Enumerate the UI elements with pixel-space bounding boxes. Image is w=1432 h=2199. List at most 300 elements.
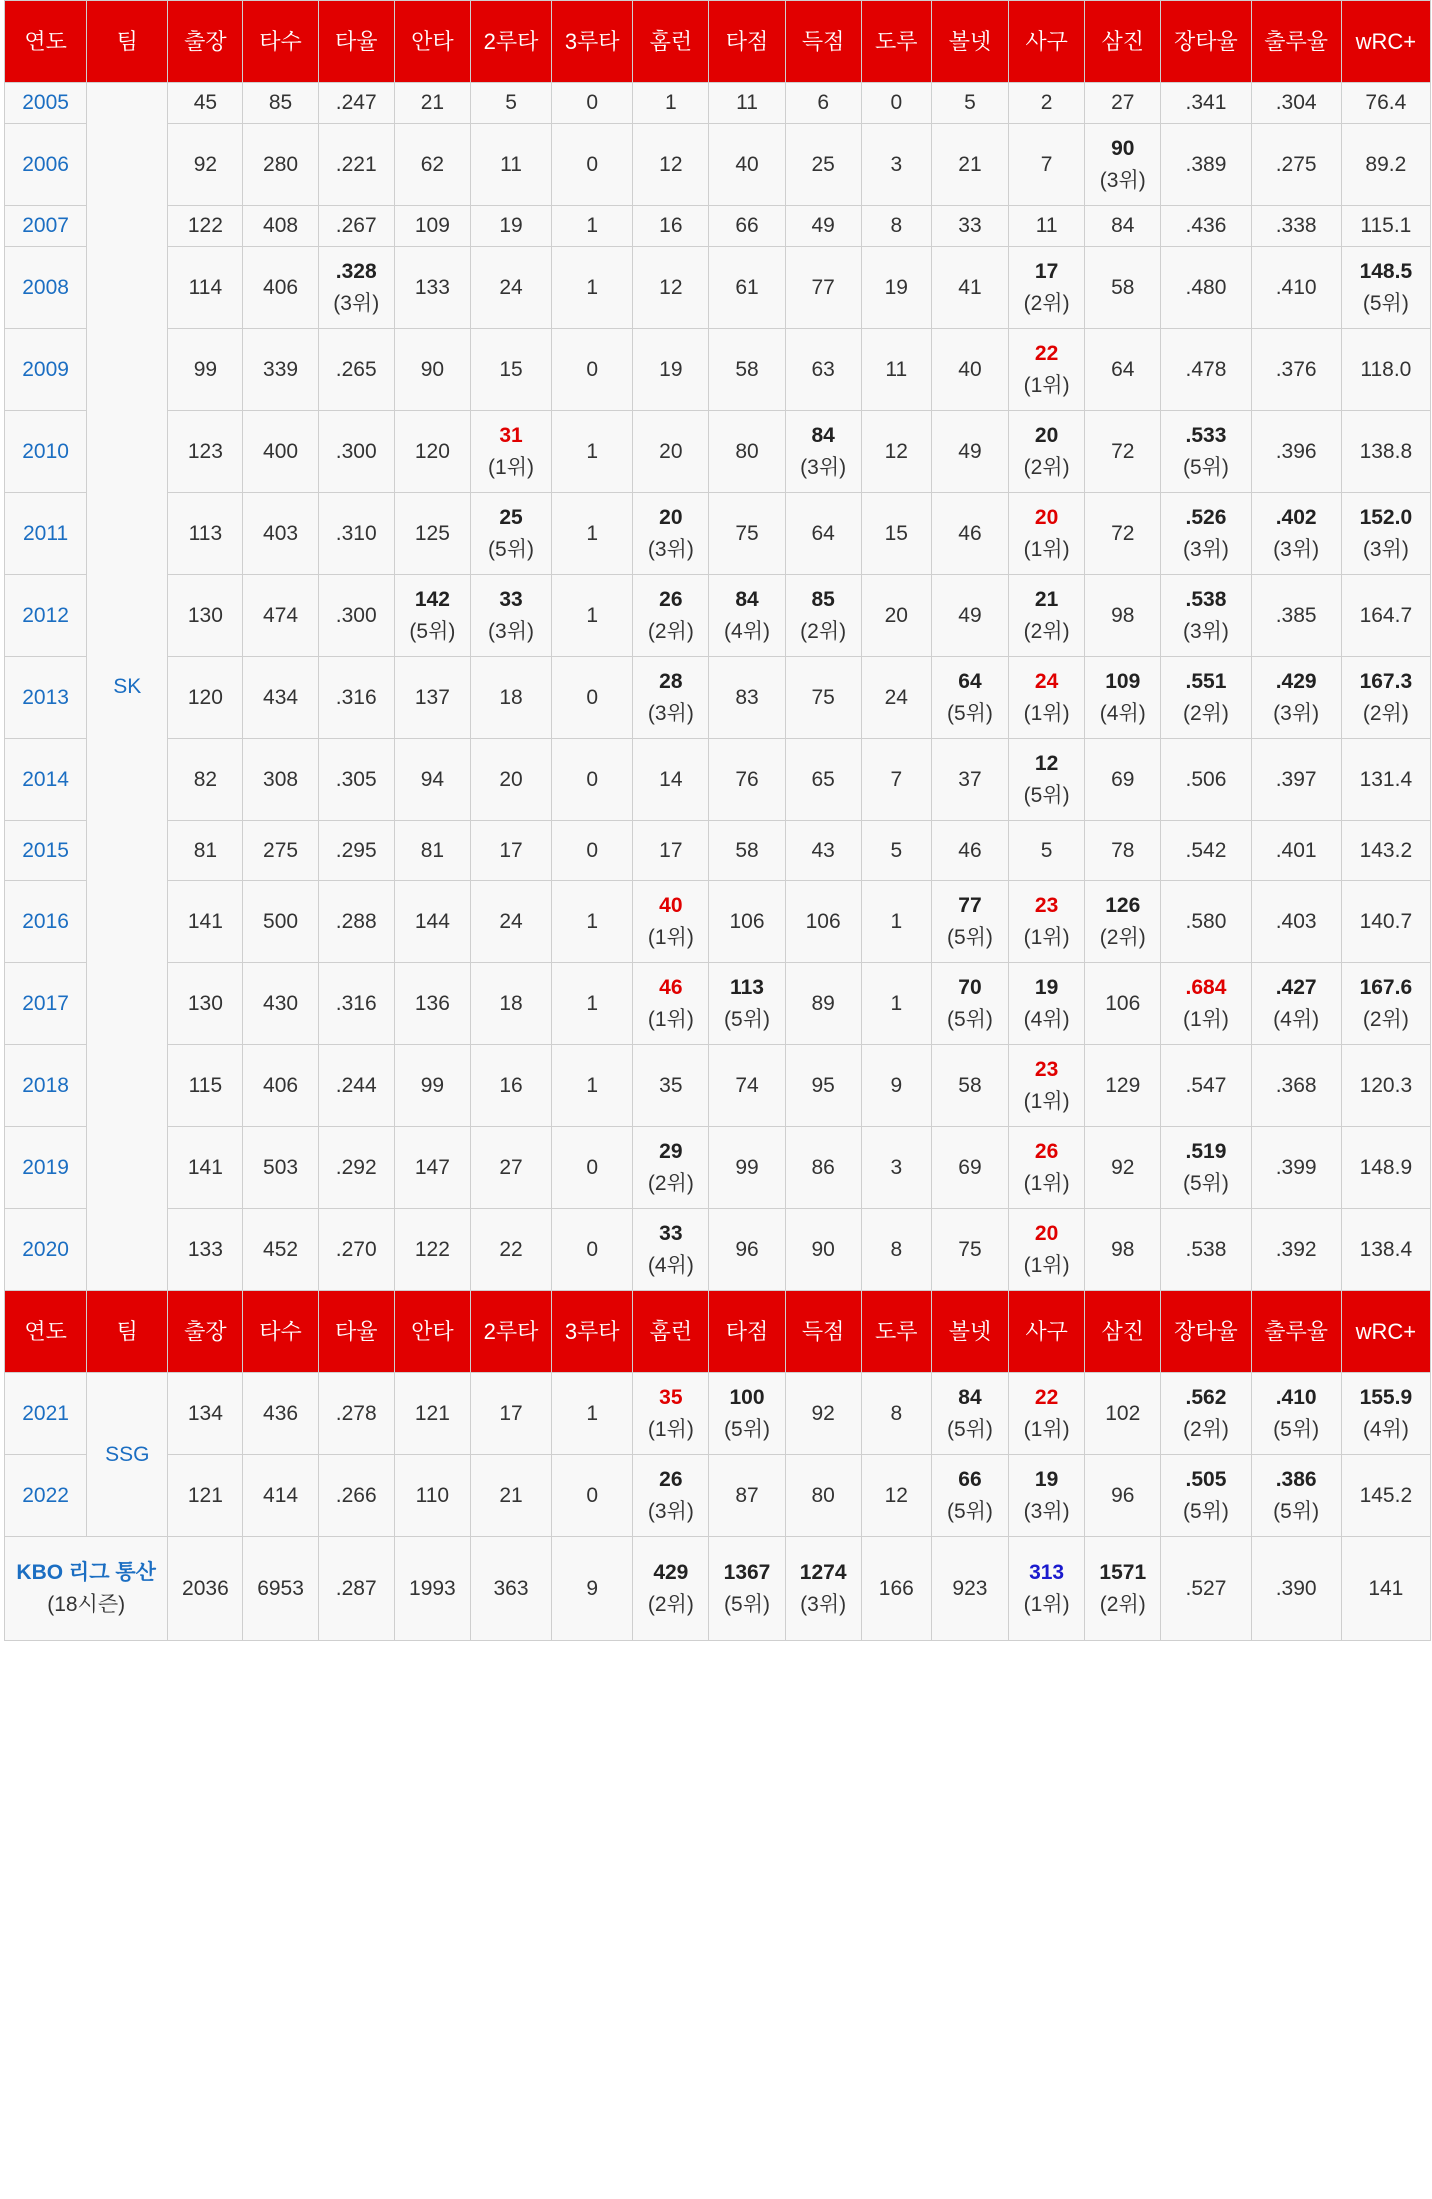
- column-header: 타점: [709, 1, 785, 83]
- rbi-cell: [709, 411, 785, 493]
- wrc-plus-value: 148.5: [1359, 259, 1413, 283]
- batting-avg-cell: [318, 739, 394, 821]
- hits-cell: [394, 1045, 470, 1127]
- hit-by-pitch-cell: [1009, 1455, 1085, 1537]
- batting-avg-cell: [318, 963, 394, 1045]
- runs-value: 86: [811, 1155, 835, 1179]
- season-year-link[interactable]: 2007: [5, 206, 87, 247]
- season-row: [5, 739, 1431, 821]
- home-runs-cell: [633, 1455, 709, 1537]
- hit-by-pitch-cell: [1009, 881, 1085, 963]
- runs-cell: [785, 329, 861, 411]
- season-year-link[interactable]: 2015: [5, 821, 87, 881]
- rbi-value: 58: [735, 838, 759, 862]
- doubles-rank: (1위): [488, 455, 534, 479]
- wrc-plus-cell: [1341, 1045, 1430, 1127]
- on-base-cell: [1251, 821, 1341, 881]
- batting-avg-cell: [318, 881, 394, 963]
- doubles-rank: (5위): [488, 537, 534, 561]
- hits-value: 62: [420, 152, 445, 176]
- triples-cell: 0: [552, 83, 633, 124]
- wrc-plus-value: 164.7: [1359, 603, 1413, 627]
- hit-by-pitch-cell: [1009, 124, 1085, 206]
- walks-cell: [931, 1045, 1008, 1127]
- wrc-plus-cell: [1341, 1127, 1430, 1209]
- hit-by-pitch-value: 12: [1034, 751, 1059, 775]
- column-header: 2루타: [470, 1, 551, 83]
- total-on-base-value: .390: [1275, 1576, 1317, 1600]
- hits-value: 81: [420, 838, 445, 862]
- wrc-plus-value: 155.9: [1359, 1385, 1413, 1409]
- rbi-value: 58: [735, 357, 759, 381]
- triples-cell: 0: [552, 1209, 633, 1291]
- walks-value: 70: [958, 975, 982, 999]
- hit-by-pitch-cell: [1009, 1127, 1085, 1209]
- walks-value: 37: [958, 767, 982, 791]
- hit-by-pitch-value: 23: [1034, 1057, 1059, 1081]
- season-year-link[interactable]: 2017: [5, 963, 87, 1045]
- hits-value: 90: [420, 357, 445, 381]
- column-header: 3루타: [552, 1, 633, 83]
- season-row: [5, 247, 1431, 329]
- strikeouts-value: 64: [1111, 357, 1135, 381]
- hits-cell: [394, 1455, 470, 1537]
- stolen-bases-cell: 5: [861, 821, 931, 881]
- home-runs-value: 35: [659, 1073, 683, 1097]
- season-year-link[interactable]: 2014: [5, 739, 87, 821]
- column-header: 2루타: [470, 1291, 551, 1373]
- rbi-value: 87: [735, 1483, 759, 1507]
- doubles-rank: (3위): [488, 619, 534, 643]
- rbi-value: 100: [729, 1385, 765, 1409]
- on-base-cell: [1251, 739, 1341, 821]
- triples-cell: 0: [552, 329, 633, 411]
- stolen-bases-cell: 8: [861, 1209, 931, 1291]
- runs-cell: [785, 1455, 861, 1537]
- batting-avg-value: .244: [335, 1073, 377, 1097]
- wrc-plus-value: 118.0: [1360, 357, 1412, 381]
- hits-value: 137: [414, 685, 450, 709]
- season-year-link[interactable]: 2022: [5, 1455, 87, 1537]
- walks-value: 77: [958, 893, 982, 917]
- on-base-rank: (5위): [1273, 1499, 1320, 1523]
- season-row: [5, 881, 1431, 963]
- runs-cell: [785, 963, 861, 1045]
- home-runs-rank: (2위): [647, 619, 694, 643]
- season-row: [5, 411, 1431, 493]
- runs-value: 77: [811, 275, 835, 299]
- column-header: 사구: [1009, 1291, 1085, 1373]
- wrc-plus-cell: [1341, 411, 1430, 493]
- team-link[interactable]: SSG: [87, 1373, 168, 1537]
- season-year-link[interactable]: 2012: [5, 575, 87, 657]
- wrc-plus-value: 138.4: [1359, 1237, 1413, 1261]
- stolen-bases-cell: 1: [861, 881, 931, 963]
- home-runs-cell: [633, 493, 709, 575]
- on-base-cell: [1251, 1127, 1341, 1209]
- hit-by-pitch-value: 21: [1034, 587, 1059, 611]
- column-header: 타율: [318, 1291, 394, 1373]
- doubles-value: 15: [499, 357, 523, 381]
- wrc-plus-cell: [1341, 1455, 1430, 1537]
- column-header: 팀: [87, 1, 168, 83]
- hits-value: 21: [420, 91, 445, 114]
- on-base-rank: (3위): [1273, 701, 1320, 725]
- runs-cell: [785, 124, 861, 206]
- rbi-value: 11: [736, 91, 758, 114]
- triples-cell: 0: [552, 124, 633, 206]
- hit-by-pitch-rank: (2위): [1023, 455, 1070, 479]
- doubles-cell: [470, 963, 551, 1045]
- slugging-value: .684: [1185, 975, 1227, 999]
- total-home-runs-cell: [633, 1537, 709, 1641]
- hits-value: 110: [415, 1483, 450, 1507]
- wrc-plus-value: 115.1: [1360, 214, 1412, 237]
- triples-cell: 1: [552, 247, 633, 329]
- home-runs-value: 14: [659, 767, 683, 791]
- stolen-bases-cell: 3: [861, 124, 931, 206]
- home-runs-value: 26: [659, 1467, 683, 1491]
- batting-avg-cell: [318, 1455, 394, 1537]
- hit-by-pitch-cell: [1009, 821, 1085, 881]
- walks-value: 49: [958, 603, 982, 627]
- season-year-link[interactable]: 2005: [5, 83, 87, 124]
- hit-by-pitch-cell: [1009, 493, 1085, 575]
- rbi-rank: (4위): [724, 619, 770, 643]
- on-base-cell: [1251, 124, 1341, 206]
- games-cell: 120: [168, 657, 243, 739]
- walks-value: 33: [958, 214, 982, 237]
- runs-cell: [785, 83, 861, 124]
- strikeouts-cell: [1085, 411, 1161, 493]
- season-row: [5, 657, 1431, 739]
- strikeouts-cell: [1085, 206, 1161, 247]
- doubles-cell: [470, 1373, 551, 1455]
- wrc-plus-cell: [1341, 657, 1430, 739]
- walks-cell: [931, 1373, 1008, 1455]
- hit-by-pitch-value: 17: [1034, 259, 1059, 283]
- walks-value: 46: [958, 521, 982, 545]
- rbi-cell: [709, 1455, 785, 1537]
- walks-cell: [931, 206, 1008, 247]
- hit-by-pitch-value: 2: [1040, 91, 1053, 114]
- rbi-value: 80: [735, 439, 759, 463]
- total-on-base-cell: [1251, 1537, 1341, 1641]
- home-runs-cell: [633, 83, 709, 124]
- strikeouts-value: 109: [1105, 669, 1141, 693]
- walks-rank: (5위): [946, 925, 993, 949]
- slugging-value: .519: [1185, 1139, 1227, 1163]
- rbi-rank: (5위): [724, 1007, 770, 1031]
- hit-by-pitch-value: 7: [1040, 152, 1053, 176]
- strikeouts-value: 27: [1111, 91, 1135, 114]
- on-base-value: .429: [1275, 669, 1317, 693]
- hit-by-pitch-rank: (1위): [1023, 925, 1070, 949]
- hit-by-pitch-cell: [1009, 657, 1085, 739]
- strikeouts-cell: [1085, 247, 1161, 329]
- at-bats-cell: 275: [243, 821, 318, 881]
- batting-avg-cell: [318, 206, 394, 247]
- slugging-cell: [1161, 739, 1251, 821]
- walks-cell: [931, 1455, 1008, 1537]
- column-header: 볼넷: [931, 1291, 1008, 1373]
- rbi-value: 66: [735, 214, 759, 237]
- home-runs-value: 20: [659, 505, 683, 529]
- total-rbi-cell: [709, 1537, 785, 1641]
- wrc-plus-value: 131.4: [1359, 767, 1413, 791]
- doubles-cell: [470, 657, 551, 739]
- season-year-link[interactable]: 2010: [5, 411, 87, 493]
- on-base-value: .403: [1275, 909, 1317, 933]
- season-year-link[interactable]: 2018: [5, 1045, 87, 1127]
- runs-value: 80: [811, 1483, 835, 1507]
- hit-by-pitch-rank: (5위): [1023, 783, 1070, 807]
- season-row: [5, 329, 1431, 411]
- runs-value: 65: [811, 767, 835, 791]
- strikeouts-value: 72: [1111, 439, 1135, 463]
- rbi-value: 83: [735, 685, 759, 709]
- hit-by-pitch-cell: [1009, 247, 1085, 329]
- season-year-link[interactable]: 2021: [5, 1373, 87, 1455]
- home-runs-cell: [633, 739, 709, 821]
- column-header: 장타율: [1161, 1, 1251, 83]
- total-doubles-value: 363: [493, 1576, 529, 1600]
- runs-cell: [785, 1127, 861, 1209]
- on-base-cell: [1251, 657, 1341, 739]
- slugging-value: .580: [1185, 909, 1227, 933]
- strikeouts-cell: [1085, 575, 1161, 657]
- column-header: 출루율: [1251, 1, 1341, 83]
- rbi-cell: [709, 1373, 785, 1455]
- hits-value: 144: [414, 909, 450, 933]
- walks-value: 58: [958, 1073, 982, 1097]
- batting-avg-cell: [318, 124, 394, 206]
- doubles-cell: [470, 411, 551, 493]
- season-year-link[interactable]: 2013: [5, 657, 87, 739]
- runs-value: 85: [811, 587, 835, 611]
- hits-cell: [394, 493, 470, 575]
- home-runs-value: 33: [659, 1221, 683, 1245]
- column-header: 출장: [168, 1291, 243, 1373]
- walks-cell: [931, 963, 1008, 1045]
- games-cell: 81: [168, 821, 243, 881]
- batting-avg-value: .316: [335, 991, 377, 1015]
- walks-cell: [931, 575, 1008, 657]
- hit-by-pitch-value: 23: [1034, 893, 1059, 917]
- hit-by-pitch-value: 5: [1040, 838, 1053, 862]
- slugging-value: .436: [1185, 214, 1227, 237]
- games-cell: 134: [168, 1373, 243, 1455]
- runs-value: 25: [811, 152, 835, 176]
- strikeouts-value: 106: [1105, 991, 1141, 1015]
- batting-avg-value: .300: [335, 603, 377, 627]
- batting-avg-cell: [318, 821, 394, 881]
- home-runs-cell: [633, 1045, 709, 1127]
- home-runs-cell: [633, 881, 709, 963]
- header-row: [5, 1, 1431, 83]
- hit-by-pitch-cell: [1009, 1373, 1085, 1455]
- hit-by-pitch-cell: [1009, 575, 1085, 657]
- hits-value: 136: [414, 991, 450, 1015]
- strikeouts-value: 69: [1111, 767, 1135, 791]
- at-bats-cell: 434: [243, 657, 318, 739]
- rbi-cell: [709, 575, 785, 657]
- at-bats-cell: 414: [243, 1455, 318, 1537]
- strikeouts-cell: [1085, 1455, 1161, 1537]
- hits-cell: [394, 1209, 470, 1291]
- walks-cell: [931, 83, 1008, 124]
- doubles-cell: [470, 881, 551, 963]
- strikeouts-value: 72: [1111, 521, 1135, 545]
- strikeouts-value: 58: [1111, 275, 1135, 299]
- hits-cell: [394, 963, 470, 1045]
- slugging-rank: (1위): [1182, 1007, 1229, 1031]
- hit-by-pitch-cell: [1009, 739, 1085, 821]
- total-strikeouts-cell: [1085, 1537, 1161, 1641]
- rbi-value: 76: [735, 767, 759, 791]
- wrc-plus-cell: [1341, 821, 1430, 881]
- total-stolen-bases-cell: 166: [861, 1537, 931, 1641]
- runs-cell: [785, 493, 861, 575]
- batting-avg-value: .266: [335, 1483, 377, 1507]
- games-cell: 141: [168, 1127, 243, 1209]
- hits-value: 94: [420, 767, 445, 791]
- walks-cell: [931, 247, 1008, 329]
- runs-value: 43: [811, 838, 835, 862]
- walks-value: 66: [958, 1467, 982, 1491]
- column-header: wRC+: [1341, 1291, 1430, 1373]
- batting-avg-cell: [318, 329, 394, 411]
- rbi-value: 74: [735, 1073, 759, 1097]
- runs-value: 106: [805, 909, 841, 933]
- rbi-value: 84: [735, 587, 759, 611]
- runs-cell: [785, 1045, 861, 1127]
- walks-value: 21: [958, 152, 982, 176]
- kbo-league-link[interactable]: KBO 리그 통산: [16, 1560, 156, 1584]
- runs-cell: [785, 739, 861, 821]
- stolen-bases-cell: 11: [861, 329, 931, 411]
- runs-cell: [785, 575, 861, 657]
- strikeouts-cell: [1085, 329, 1161, 411]
- walks-value: 46: [958, 838, 982, 862]
- batting-avg-value: .247: [335, 91, 377, 114]
- hit-by-pitch-rank: (1위): [1023, 1253, 1070, 1277]
- home-runs-value: 16: [659, 214, 683, 237]
- total-hit-by-pitch-cell: [1009, 1537, 1085, 1641]
- season-year-link[interactable]: 2009: [5, 329, 87, 411]
- column-header: 타점: [709, 1291, 785, 1373]
- on-base-rank: (3위): [1273, 537, 1320, 561]
- season-year-link[interactable]: 2011: [5, 493, 87, 575]
- home-runs-cell: [633, 1209, 709, 1291]
- rbi-cell: [709, 329, 785, 411]
- home-runs-value: 35: [659, 1385, 683, 1409]
- column-header: 연도: [5, 1291, 87, 1373]
- total-rbi-value: 1367: [723, 1560, 771, 1584]
- games-cell: 92: [168, 124, 243, 206]
- strikeouts-value: 98: [1111, 1237, 1135, 1261]
- column-header: 팀: [87, 1291, 168, 1373]
- slugging-value: .505: [1185, 1467, 1227, 1491]
- runs-value: 84: [811, 423, 835, 447]
- slugging-value: .506: [1185, 767, 1227, 791]
- column-header: 삼진: [1085, 1, 1161, 83]
- home-runs-cell: [633, 247, 709, 329]
- strikeouts-value: 90: [1111, 136, 1135, 160]
- doubles-cell: [470, 124, 551, 206]
- strikeouts-cell: [1085, 739, 1161, 821]
- total-walks-value: 923: [952, 1576, 988, 1600]
- season-year-link[interactable]: 2006: [5, 124, 87, 206]
- batting-avg-cell: [318, 575, 394, 657]
- on-base-value: .402: [1275, 505, 1317, 529]
- wrc-plus-rank: (5위): [1362, 291, 1409, 315]
- at-bats-cell: 408: [243, 206, 318, 247]
- season-year-link[interactable]: 2008: [5, 247, 87, 329]
- games-cell: 113: [168, 493, 243, 575]
- strikeouts-value: 92: [1111, 1155, 1135, 1179]
- wrc-plus-cell: [1341, 124, 1430, 206]
- total-walks-cell: [931, 1537, 1008, 1641]
- slugging-rank: (3위): [1182, 619, 1229, 643]
- runs-cell: [785, 881, 861, 963]
- hit-by-pitch-rank: (1위): [1023, 373, 1070, 397]
- doubles-value: 17: [499, 838, 523, 862]
- rbi-cell: [709, 963, 785, 1045]
- doubles-value: 16: [499, 1073, 523, 1097]
- season-year-link[interactable]: 2016: [5, 881, 87, 963]
- stolen-bases-cell: 0: [861, 83, 931, 124]
- home-runs-cell: [633, 329, 709, 411]
- triples-cell: 1: [552, 881, 633, 963]
- walks-cell: [931, 493, 1008, 575]
- hit-by-pitch-rank: (3위): [1023, 1499, 1070, 1523]
- season-row: [5, 83, 1431, 124]
- column-header: 출루율: [1251, 1291, 1341, 1373]
- slugging-cell: [1161, 1045, 1251, 1127]
- hit-by-pitch-cell: [1009, 1045, 1085, 1127]
- home-runs-cell: [633, 124, 709, 206]
- runs-cell: [785, 1373, 861, 1455]
- slugging-cell: [1161, 881, 1251, 963]
- games-cell: 130: [168, 575, 243, 657]
- slugging-value: .389: [1185, 152, 1227, 176]
- rbi-value: 61: [735, 275, 759, 299]
- doubles-value: 31: [499, 423, 523, 447]
- walks-rank: (5위): [946, 1007, 993, 1031]
- doubles-cell: [470, 329, 551, 411]
- season-year-link[interactable]: 2019: [5, 1127, 87, 1209]
- runs-value: 63: [811, 357, 835, 381]
- wrc-plus-value: 148.9: [1359, 1155, 1413, 1179]
- runs-rank: (2위): [800, 619, 847, 643]
- season-year-link[interactable]: 2020: [5, 1209, 87, 1291]
- hits-rank: (5위): [409, 619, 456, 643]
- slugging-value: .533: [1185, 423, 1227, 447]
- team-link[interactable]: SK: [87, 83, 168, 1291]
- on-base-value: .338: [1275, 214, 1317, 237]
- stolen-bases-cell: 1: [861, 963, 931, 1045]
- walks-value: 64: [958, 669, 982, 693]
- home-runs-value: 20: [659, 439, 683, 463]
- hits-value: 99: [420, 1073, 445, 1097]
- home-runs-cell: [633, 206, 709, 247]
- at-bats-cell: 406: [243, 247, 318, 329]
- on-base-value: .410: [1275, 1385, 1317, 1409]
- triples-cell: 0: [552, 1455, 633, 1537]
- total-doubles-cell: [470, 1537, 551, 1641]
- total-runs-cell: [785, 1537, 861, 1641]
